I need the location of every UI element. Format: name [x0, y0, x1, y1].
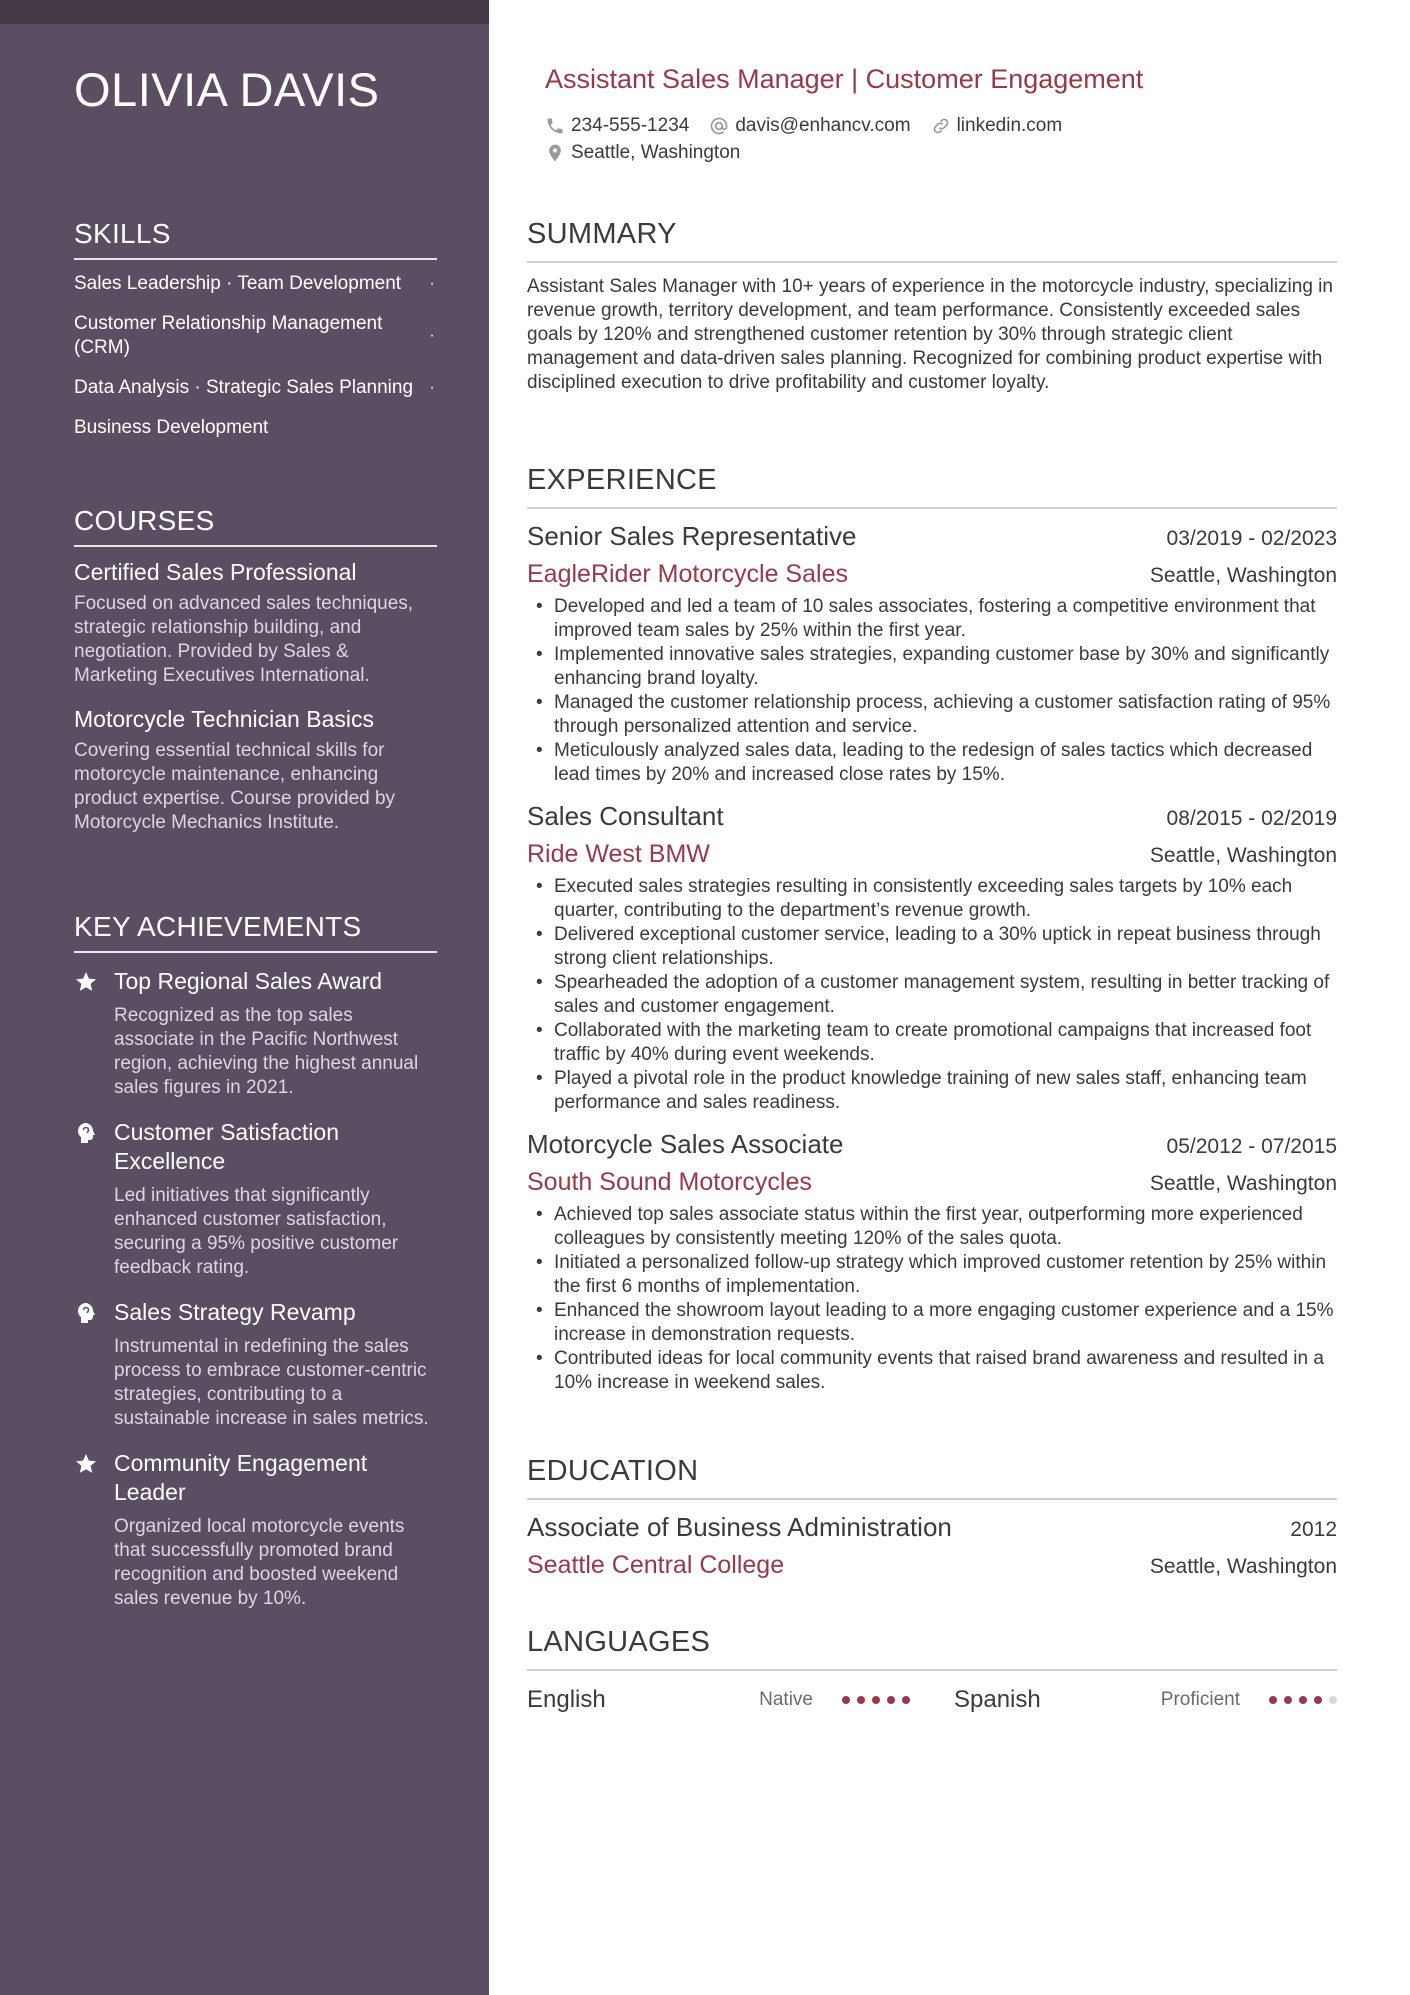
experience-section [527, 464, 1337, 1405]
job-bullet: • Managed the customer relationship process, achieving a customer satisfaction rating of 95% through personalized attention and service. [527, 691, 1337, 739]
skill-row [74, 376, 437, 400]
summary-heading: SUMMARY [527, 218, 1337, 263]
candidate-name: OLIVIA DAVIS [74, 63, 380, 116]
skill-row [74, 416, 437, 440]
sidebar [0, 0, 489, 1995]
at-icon [709, 116, 729, 136]
courses-heading: COURSES [74, 505, 437, 547]
skill-text: Sales Leadership · Team Development [74, 273, 402, 294]
rating-dot-filled [887, 1696, 895, 1704]
job-location: Seattle, Washington [1149, 564, 1337, 587]
skills-list [74, 272, 437, 440]
job-bullet: • Meticulously analyzed sales data, leading to the redesign of sales tactics which decreased lead times by 20% and increased close rates by 15%. [527, 739, 1337, 787]
achievement-description: Recognized as the top sales associate in the Pacific Northwest region, achieving the highest annual sales figures in 2021. [114, 1005, 419, 1098]
star-icon [74, 967, 114, 1100]
rating-dot-filled [1269, 1696, 1277, 1704]
skill-row [74, 312, 437, 360]
languages-section [527, 1626, 1337, 1717]
education-heading: EDUCATION [527, 1455, 1337, 1500]
course-item [74, 706, 437, 835]
education-section [527, 1455, 1337, 1590]
achievements-section [74, 911, 437, 1629]
language-name: Spanish [954, 1686, 1041, 1713]
course-description: Focused on advanced sales techniques, strategic relationship building, and negotiation. Provided by Sales & Marketing Executives International. [74, 593, 414, 686]
job-title: Sales Consultant [527, 801, 724, 831]
summary-text: Assistant Sales Manager with 10+ years of experience in the motorcycle industry, specializing in revenue growth, territory development, and team performance. Consistently exceeded sales goals by 120% and strengthened customer retention by 30% through strategic client management and data-driven sales planning. Recognized for combining product expertise with disciplined execution to drive profitability and customer loyalty. [527, 276, 1333, 393]
skills-heading: SKILLS [74, 218, 437, 260]
job-bullet: • Enhanced the showroom layout leading to a more engaging customer experience and a 15% increase in demonstration requests. [527, 1299, 1337, 1347]
school-location: Seattle, Washington [1149, 1555, 1337, 1578]
achievement-item [74, 1298, 437, 1431]
language-item [527, 1686, 910, 1714]
achievement-title: Customer Satisfaction Excellence [114, 1119, 339, 1174]
job-entry [527, 1129, 1337, 1395]
star-icon [74, 1449, 114, 1611]
course-title: Certified Sales Professional [74, 559, 357, 585]
job-bullet: • Executed sales strategies resulting in consistently exceeding sales targets by 10% each quarter, contributing to the department’s revenue growth. [527, 875, 1337, 923]
job-location: Seattle, Washington [1149, 844, 1337, 867]
sidebar-top-bar [0, 0, 489, 24]
achievement-item [74, 1449, 437, 1611]
language-level: Native [759, 1689, 813, 1710]
job-bullet: • Spearheaded the adoption of a customer management system, resulting in better tracking of sales and customer engagement. [527, 971, 1337, 1019]
skill-text: Customer Relationship Management (CRM) [74, 313, 383, 358]
rating-dot-filled [872, 1696, 880, 1704]
skill-row [74, 272, 437, 296]
languages-row [527, 1683, 1337, 1717]
achievement-description: Organized local motorcycle events that successfully promoted brand recognition and boosted weekend sales revenue by 10%. [114, 1516, 405, 1609]
skill-separator: · [429, 275, 435, 292]
job-bullet: • Developed and led a team of 10 sales associates, fostering a competitive environment that improved team sales by 25% within the first year. [527, 595, 1337, 643]
rating-dot-empty [1329, 1696, 1337, 1704]
job-bullets [527, 595, 1337, 787]
skill-text: Data Analysis · Strategic Sales Planning [74, 377, 414, 398]
graduation-year: 2012 [1290, 1518, 1337, 1541]
skill-separator: · [429, 379, 435, 396]
email-text: davis@enhancv.com [735, 114, 911, 136]
skill-separator: · [429, 327, 435, 344]
job-bullet: • Achieved top sales associate status within the first year, outperforming more experienced colleagues by consistently meeting 120% of the sales quota. [527, 1203, 1337, 1251]
job-location: Seattle, Washington [1149, 1172, 1337, 1195]
language-rating [835, 1696, 910, 1704]
language-rating [1262, 1696, 1337, 1704]
school-name: Seattle Central College [527, 1551, 785, 1579]
job-company: EagleRider Motorcycle Sales [527, 560, 848, 588]
job-bullet: • Played a pivotal role in the product knowledge training of new sales staff, enhancing team performance and sales readiness. [527, 1067, 1337, 1115]
skills-section [74, 218, 437, 456]
job-bullet: • Implemented innovative sales strategies, expanding customer base by 30% and significantly enhancing brand loyalty. [527, 643, 1337, 691]
job-bullet: • Collaborated with the marketing team to create promotional campaigns that increased foot traffic by 40% during event weekends. [527, 1019, 1337, 1067]
course-item [74, 559, 437, 688]
job-bullets [527, 1203, 1337, 1395]
course-title: Motorcycle Technician Basics [74, 706, 374, 732]
job-title: Senior Sales Representative [527, 521, 857, 551]
job-bullet: • Initiated a personalized follow-up strategy which improved customer retention by 25% within the first 6 months of implementation. [527, 1251, 1337, 1299]
job-bullets [527, 875, 1337, 1115]
phone-icon [545, 116, 565, 136]
language-level: Proficient [1160, 1689, 1240, 1710]
skill-text: Business Development [74, 417, 269, 438]
achievement-description: Led initiatives that significantly enhanced customer satisfaction, securing a 95% positive customer feedback rating. [114, 1185, 399, 1278]
rating-dot-filled [1299, 1696, 1307, 1704]
website-text: linkedin.com [956, 114, 1063, 136]
rating-dot-filled [842, 1696, 850, 1704]
courses-section [74, 505, 437, 853]
languages-heading: LANGUAGES [527, 1626, 1337, 1671]
job-company: South Sound Motorcycles [527, 1168, 812, 1196]
contact-email[interactable] [709, 115, 910, 137]
contact-info [545, 112, 1325, 166]
achievement-title: Community Engagement Leader [114, 1450, 368, 1505]
achievement-title: Top Regional Sales Award [114, 968, 383, 994]
job-company: Ride West BMW [527, 840, 710, 868]
experience-heading: EXPERIENCE [527, 464, 1337, 509]
rating-dot-filled [1284, 1696, 1292, 1704]
job-entry [527, 521, 1337, 787]
link-icon [931, 116, 951, 136]
brain-icon [74, 1298, 114, 1431]
achievement-title: Sales Strategy Revamp [114, 1299, 356, 1325]
education-entry [527, 1512, 1337, 1580]
job-bullet: • Contributed ideas for local community events that raised brand awareness and resulted in a 10% increase in weekend sales. [527, 1347, 1337, 1395]
phone-text: 234-555-1234 [571, 114, 690, 136]
rating-dot-filled [1314, 1696, 1322, 1704]
job-title: Motorcycle Sales Associate [527, 1129, 844, 1159]
language-name: English [527, 1686, 606, 1713]
job-bullet: • Delivered exceptional customer service, leading to a 30% uptick in repeat business through strong client relationships. [527, 923, 1337, 971]
job-dates: 08/2015 - 02/2019 [1166, 807, 1337, 830]
course-description: Covering essential technical skills for motorcycle maintenance, enhancing product expertise. Course provided by Motorcycle Mechanics Institute. [74, 740, 396, 833]
headline: Assistant Sales Manager | Customer Engagement [545, 64, 1144, 94]
rating-dot-filled [902, 1696, 910, 1704]
language-item [954, 1686, 1337, 1714]
achievements-heading: KEY ACHIEVEMENTS [74, 911, 437, 953]
job-dates: 05/2012 - 07/2015 [1166, 1135, 1337, 1158]
job-dates: 03/2019 - 02/2023 [1166, 527, 1337, 550]
contact-location [545, 142, 740, 164]
contact-phone[interactable] [545, 115, 689, 137]
achievement-item [74, 1118, 437, 1280]
achievement-item [74, 967, 437, 1100]
summary-section [527, 218, 1337, 395]
degree-title: Associate of Business Administration [527, 1512, 952, 1542]
job-entry [527, 801, 1337, 1115]
achievement-description: Instrumental in redefining the sales process to embrace customer-centric strategies, contributing to a sustainable increase in sales metrics. [114, 1336, 429, 1429]
location-pin-icon [545, 143, 565, 163]
brain-icon [74, 1118, 114, 1280]
contact-website[interactable] [931, 115, 1063, 137]
location-text: Seattle, Washington [571, 141, 741, 163]
rating-dot-filled [857, 1696, 865, 1704]
